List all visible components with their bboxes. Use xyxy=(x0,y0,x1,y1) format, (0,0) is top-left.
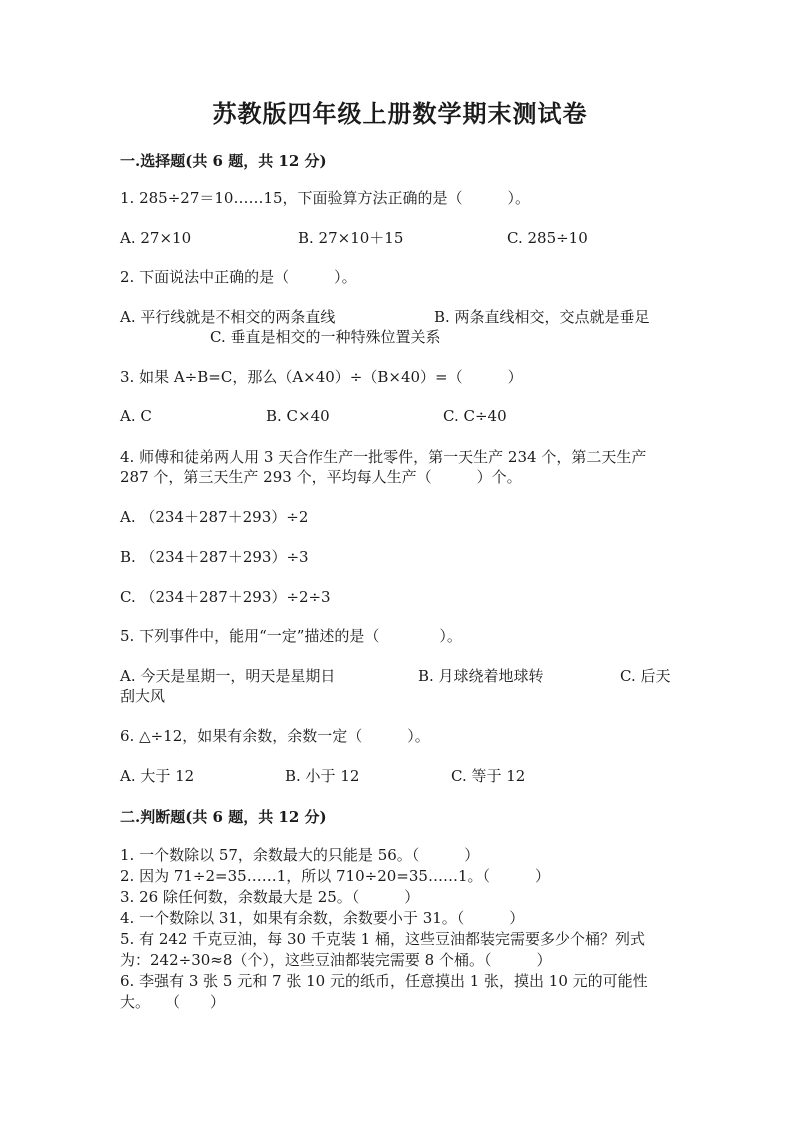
question-6-option-b: B. 小于 12 xyxy=(285,767,360,785)
question-4-option-b: B. （234＋287＋293）÷3 xyxy=(120,548,309,566)
judge-item-3: 3. 26 除任何数，余数最大是 25。（ ） xyxy=(120,888,420,906)
judge-item-5-line-1: 5. 有 242 千克豆油，每 30 千克装 1 桶，这些豆油都装完需要多少个桶？列式 xyxy=(120,930,645,948)
question-4-text-line-2: 287 个，第三天生产 293 个，平均每人生产（ ）个。 xyxy=(120,468,522,486)
question-4-option-a: A. （234＋287＋293）÷2 xyxy=(120,508,309,526)
question-5-option-b: B. 月球绕着地球转 xyxy=(418,667,544,685)
question-1-option-a: A. 27×10 xyxy=(120,229,192,247)
question-3-option-b: B. C×40 xyxy=(266,407,330,425)
judge-item-4: 4. 一个数除以 31，如果有余数，余数要小于 31。（ ） xyxy=(120,909,525,927)
question-6-option-a: A. 大于 12 xyxy=(120,767,195,785)
page-title: 苏教版四年级上册数学期末测试卷 xyxy=(212,99,588,128)
question-1-text: 1. 285÷27＝10……15，下面验算方法正确的是（ ）。 xyxy=(120,189,531,207)
question-3-option-a: A. C xyxy=(120,407,152,425)
question-6-text: 6. △÷12，如果有余数，余数一定（ ）。 xyxy=(120,727,430,745)
question-4-text-line-1: 4. 师傅和徒弟两人用 3 天合作生产一批零件，第一天生产 234 个，第二天生产 xyxy=(120,448,647,466)
question-1-option-b: B. 27×10＋15 xyxy=(298,229,404,247)
judge-item-6-line-2: 大。 （ ） xyxy=(120,993,226,1011)
section-heading-choice: 一.选择题(共 6 题，共 12 分) xyxy=(120,152,327,170)
question-3-text: 3. 如果 A÷B=C，那么（A×40）÷（B×40）=（ ） xyxy=(120,368,523,386)
question-5-option-a: A. 今天是星期一，明天是星期日 xyxy=(120,667,336,685)
question-2-text: 2. 下面说法中正确的是（ ）。 xyxy=(120,268,357,286)
question-4-option-c: C. （234＋287＋293）÷2÷3 xyxy=(120,588,331,606)
question-2-option-c: C. 垂直是相交的一种特殊位置关系 xyxy=(210,328,441,346)
judge-item-2: 2. 因为 71÷2=35……1，所以 710÷20=35……1。（ ） xyxy=(120,867,550,885)
question-1-option-c: C. 285÷10 xyxy=(507,229,588,247)
question-5-option-c: C. 后天 xyxy=(620,667,671,685)
judge-item-5-line-2: 为：242÷30≈8（个），这些豆油都装完需要 8 个桶。（ ） xyxy=(120,951,552,969)
section-heading-judgement: 二.判断题(共 6 题，共 12 分) xyxy=(120,808,327,826)
question-2-option-a: A. 平行线就是不相交的两条直线 xyxy=(120,308,336,326)
judge-item-6-line-1: 6. 李强有 3 张 5 元和 7 张 10 元的纸币，任意摸出 1 张，摸出 10 元的可能性 xyxy=(120,972,648,990)
question-2-option-b: B. 两条直线相交，交点就是垂足 xyxy=(434,308,650,326)
question-6-option-c: C. 等于 12 xyxy=(451,767,526,785)
question-5-option-c-continued: 刮大风 xyxy=(120,687,166,705)
judge-item-1: 1. 一个数除以 57，余数最大的只能是 56。（ ） xyxy=(120,846,480,864)
question-3-option-c: C. C÷40 xyxy=(443,407,507,425)
question-5-text: 5. 下列事件中，能用“一定”描述的是（ ）。 xyxy=(120,627,462,645)
